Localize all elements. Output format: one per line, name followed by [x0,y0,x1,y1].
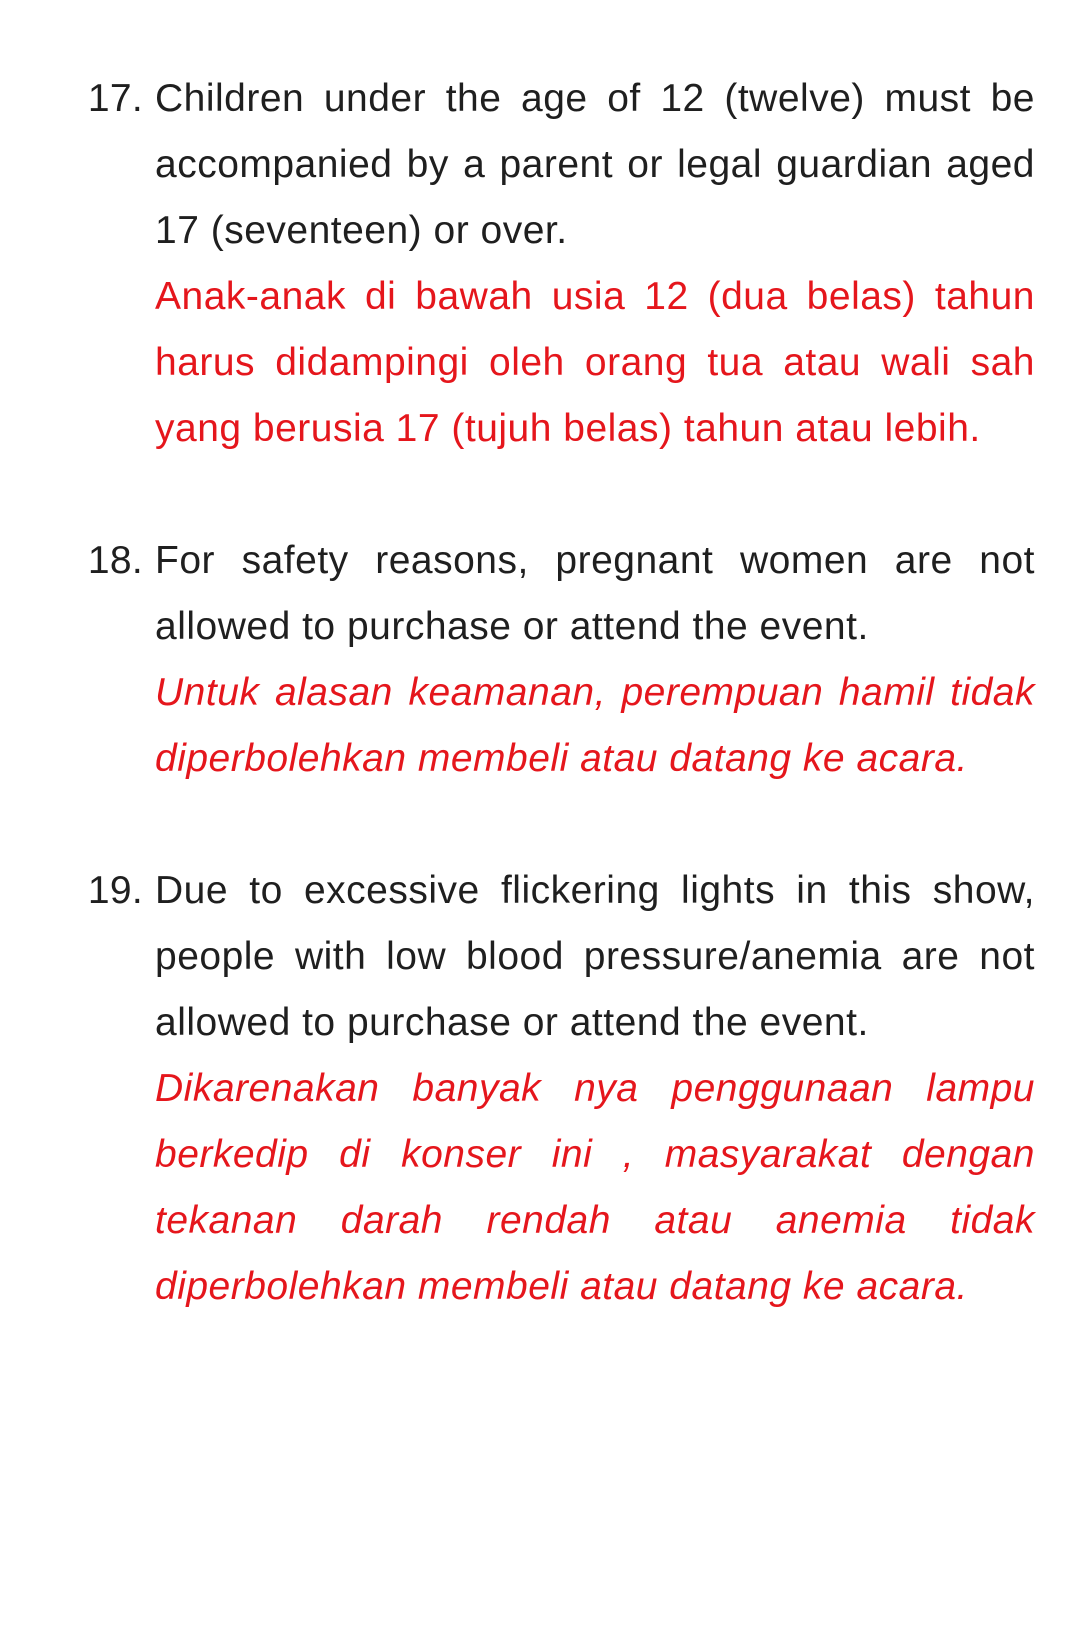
terms-list [0,66,1080,1386]
term-item-19 [0,858,1035,1320]
term-english-text: Due to excessive flickering lights in this show, people with low blood pressure/anemia are not allowed to purchase or attend the event. [155,869,1035,1044]
term-english-text: For safety reasons, pregnant women are not allowed to purchase or attend the event. [155,539,1035,648]
term-number: 19. [87,869,143,912]
term-english-text: Children under the age of 12 (twelve) must be accompanied by a parent or legal guardian aged 17 (seventeen) or over. [155,77,1035,252]
term-indonesian-text: Dikarenakan banyak nya penggunaan lampu berkedip di konser ini , masyarakat dengan tekanan darah rendah atau anemia tidak diperbolehkan membeli atau datang ke acara. [155,1067,1035,1308]
term-indonesian-text: Anak-anak di bawah usia 12 (dua belas) tahun harus didampingi oleh orang tua atau wali sah yang berusia 17 (tujuh belas) tahun atau lebih. [155,275,1035,450]
term-number: 18. [87,539,143,582]
term-indonesian-text: Untuk alasan keamanan, perempuan hamil tidak diperbolehkan membeli atau datang ke acara. [155,671,1035,780]
term-item-17 [0,66,1035,462]
term-item-18 [0,528,1035,792]
term-number: 17. [87,77,143,120]
